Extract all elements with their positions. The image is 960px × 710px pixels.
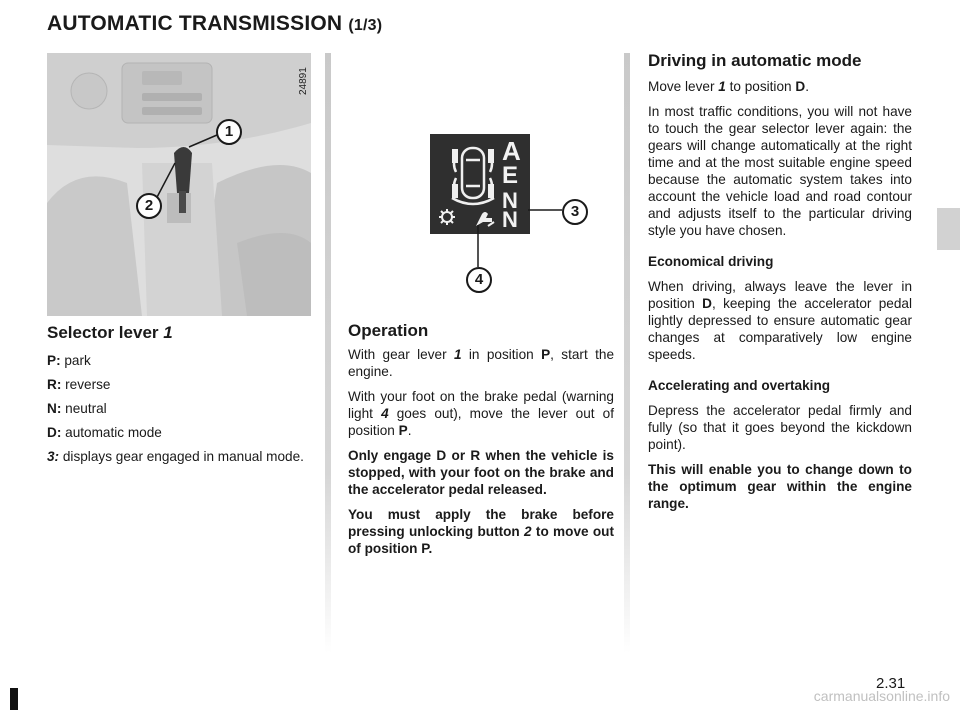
def-automatic: D: automatic mode xyxy=(47,425,162,440)
driving-heading: Driving in automatic mode xyxy=(648,51,862,70)
watermark: carmanualsonline.info xyxy=(813,688,950,704)
def-park: P: park xyxy=(47,353,91,368)
operation-paragraph-1: With gear lever 1 in position P, start the engine. xyxy=(348,347,615,379)
gear-lever-photo xyxy=(47,53,311,316)
callout-2: 2 xyxy=(136,193,162,219)
column-divider-left xyxy=(325,53,331,653)
display-letter-n-upper: N xyxy=(502,188,517,213)
figure-code: 24891 xyxy=(298,67,309,95)
selector-section xyxy=(47,323,312,472)
column-divider-right xyxy=(624,53,630,653)
operation-warning-1: Only engage D or R when the vehicle is stopped, with your foot on the brake and the accelerator pedal released. xyxy=(348,448,614,497)
operation-warning-2: You must apply the brake before pressing unlocking button 2 to move out of position P. xyxy=(348,507,615,556)
driving-paragraph-2: In most traffic conditions, you will not have to touch the gear selector lever again: the gears will change automatically at the right time and at the most suitable engine speed because the automatic system takes into account the vehicle load and road contour and adjusts itself to the particular driving style you have chosen. xyxy=(648,104,912,238)
economical-heading: Economical driving xyxy=(648,254,774,269)
selector-heading: Selector lever 1 xyxy=(47,323,173,342)
title-main: AUTOMATIC TRANSMISSION xyxy=(47,12,343,35)
title-part-indicator: (1/3) xyxy=(348,17,383,34)
chapter-tab xyxy=(937,208,960,250)
display-letter-e: E xyxy=(502,162,519,189)
gear-cog-icon xyxy=(438,208,456,226)
operation-section xyxy=(348,322,614,565)
display-letter-a: A xyxy=(502,136,521,166)
page-title xyxy=(47,12,382,36)
callout-4: 4 xyxy=(466,267,492,293)
def-gear-display: 3: displays gear engaged in manual mode. xyxy=(47,449,304,464)
gear-lever-illustration xyxy=(47,53,311,316)
operation-paragraph-2: With your foot on the brake pedal (warning light 4 goes out), move the lever out of position P. xyxy=(348,389,614,438)
page-edge-mark xyxy=(10,688,18,710)
accelerating-note: This will enable you to change down to the optimum gear within the engine range. xyxy=(648,462,912,511)
driving-section xyxy=(648,52,912,520)
def-reverse: R: reverse xyxy=(47,377,111,392)
callout-1: 1 xyxy=(216,119,242,145)
page-number: 2.31 xyxy=(876,675,906,692)
economical-paragraph: When driving, always leave the lever in position D, keeping the accelerator pedal lightly depressed to ensure automatic gear changes at comparatively low engine speeds. xyxy=(648,279,913,362)
driving-paragraph-1: Move lever 1 to position D. xyxy=(648,79,809,94)
def-neutral: N: neutral xyxy=(47,401,107,416)
accelerating-paragraph: Depress the accelerator pedal firmly and fully (so that it goes beyond the kickdown point). xyxy=(648,403,912,452)
callout-3: 3 xyxy=(562,199,588,225)
operation-heading: Operation xyxy=(348,321,429,340)
display-letter-n-lower: N xyxy=(502,207,517,232)
accelerating-heading: Accelerating and overtaking xyxy=(648,378,831,393)
